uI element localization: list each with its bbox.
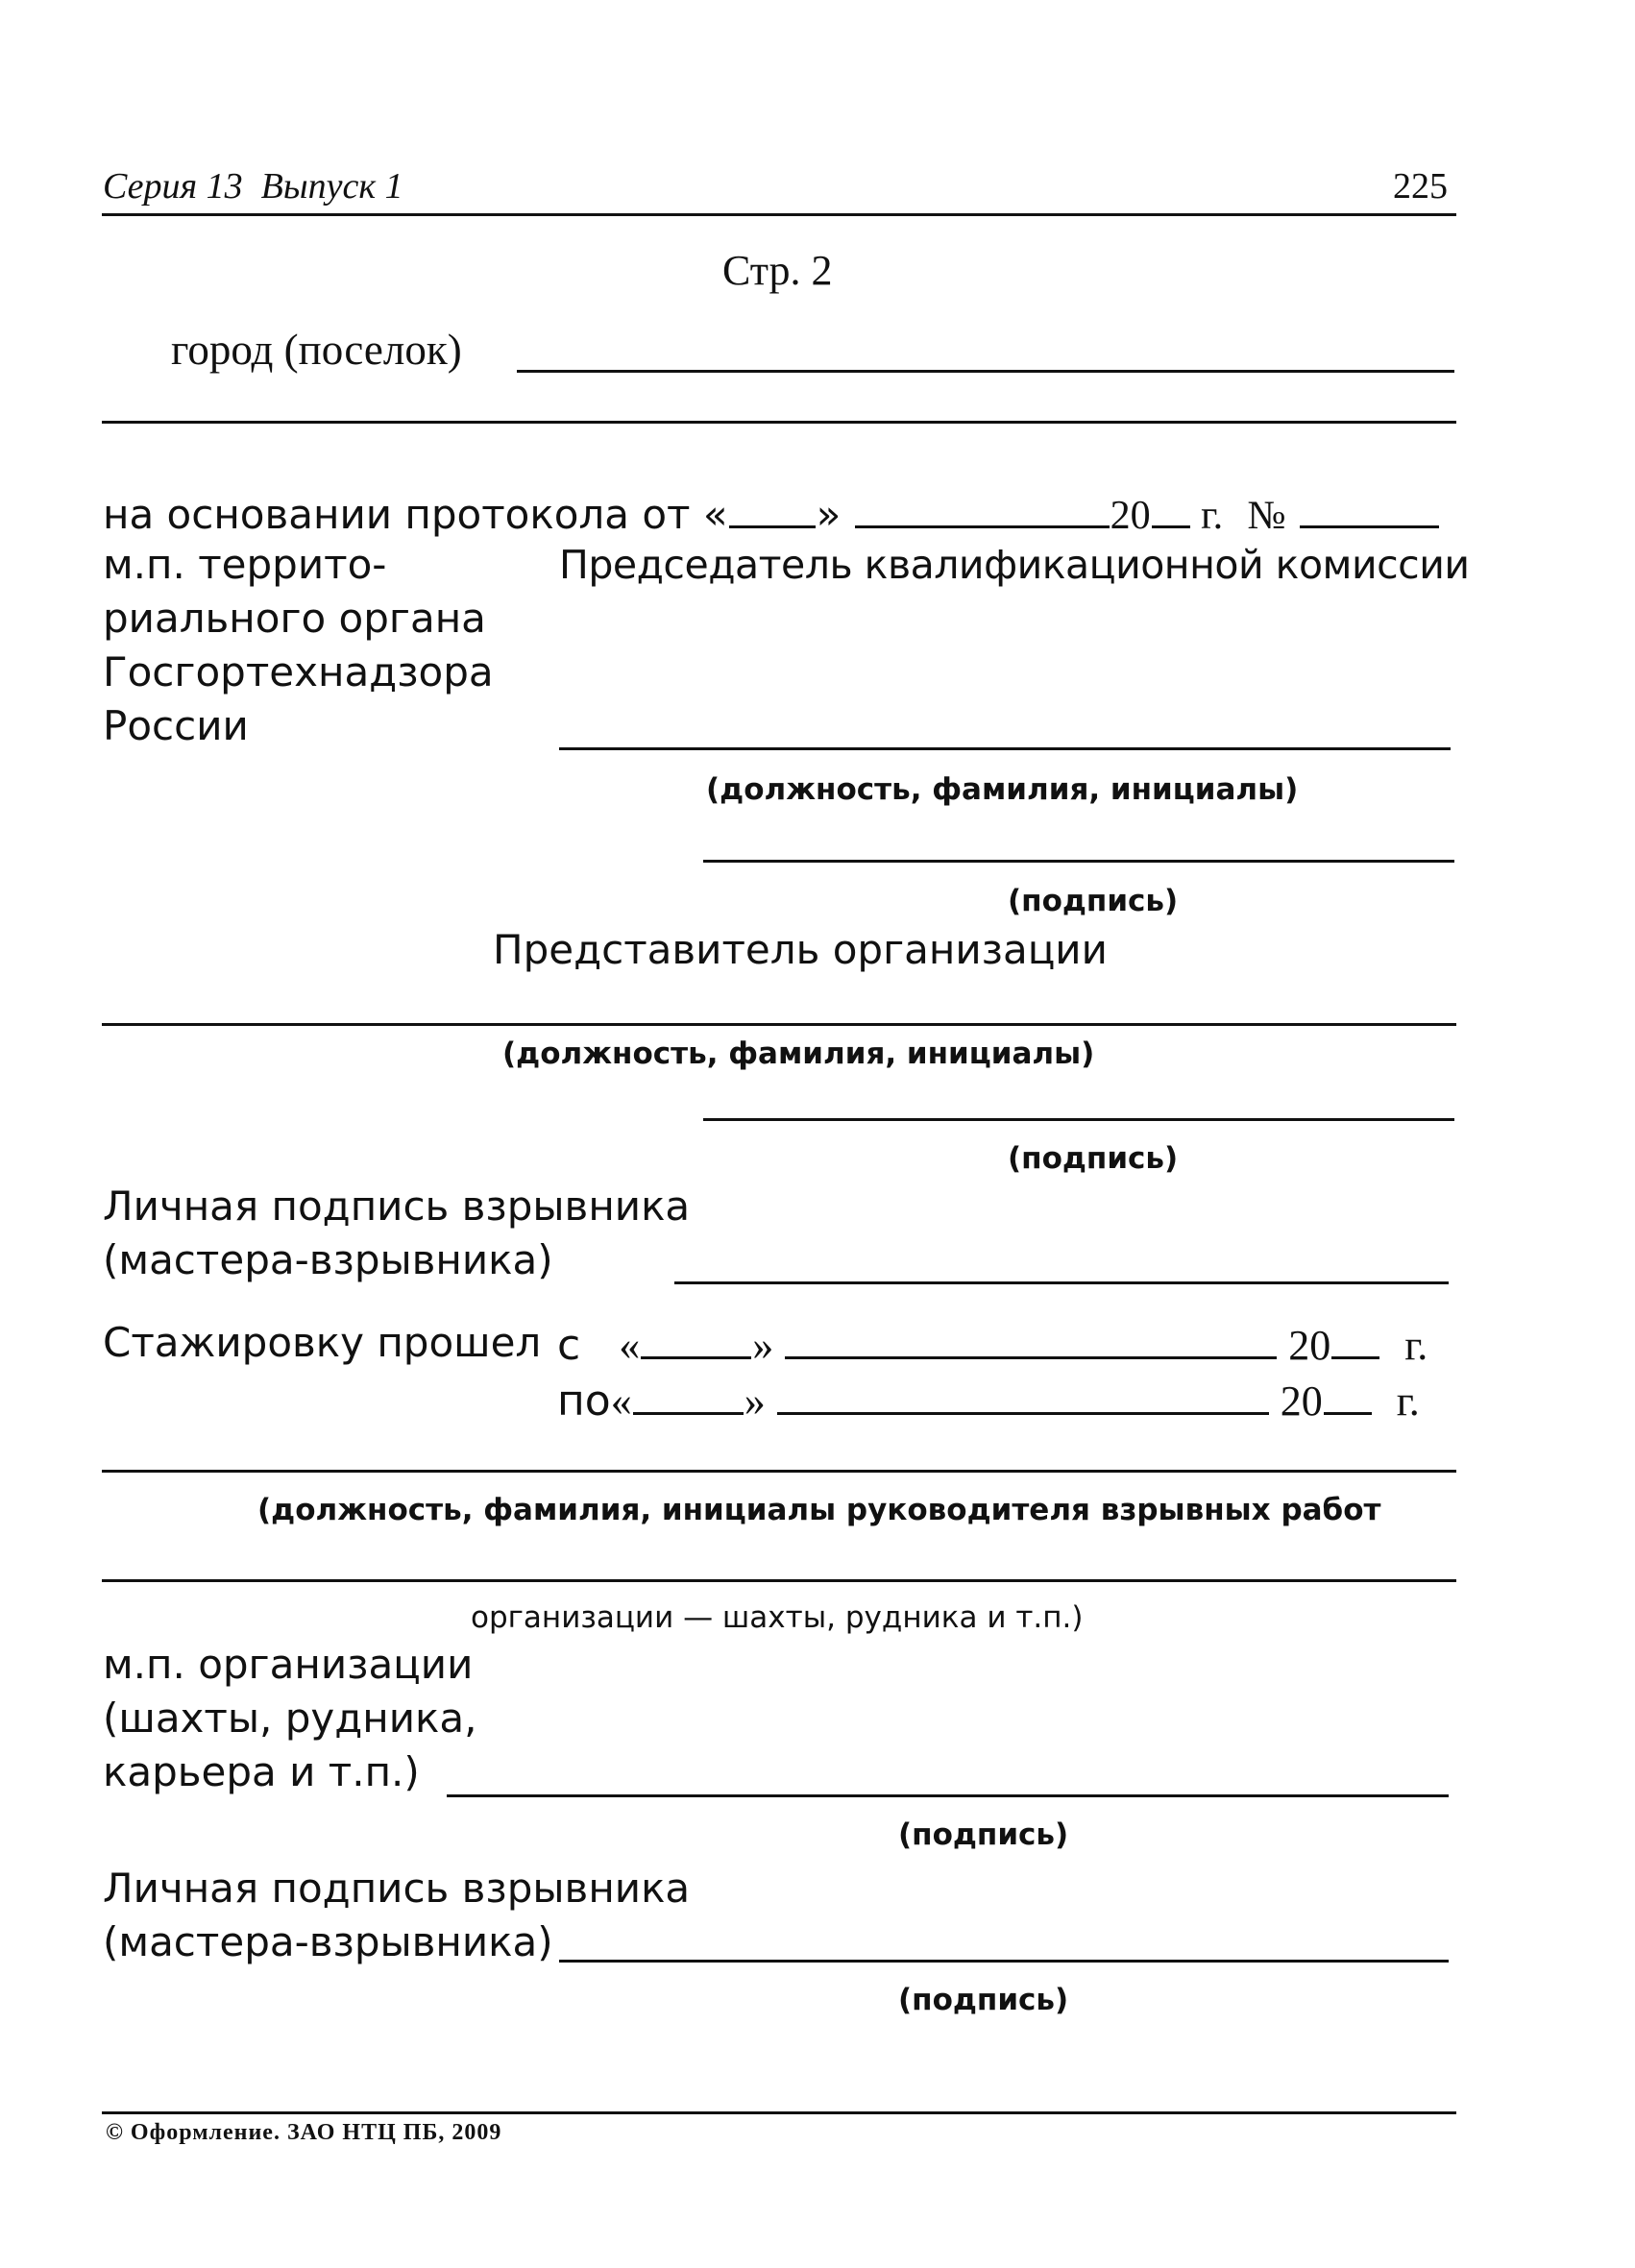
seal-territorial-line: м.п. террито- [103, 541, 387, 588]
org-representative-title: Представитель организации [493, 926, 1108, 973]
chairman-title: Председатель квалификационной комиссии [559, 542, 1470, 588]
internship-to-year-blank[interactable] [1324, 1372, 1372, 1415]
internship-quote-close: » [752, 1322, 774, 1369]
protocol-number-sign: № [1247, 494, 1286, 538]
protocol-quote-close: » [816, 491, 842, 538]
blaster-signature-blank-1[interactable] [674, 1281, 1449, 1284]
internship-from-year-blank[interactable] [1331, 1316, 1379, 1359]
city-blank[interactable] [517, 370, 1454, 373]
caption-supervisor-1: (должность, фамилия, инициалы руководителя взрывных работ [257, 1493, 1381, 1527]
internship-quote-open: « [610, 1378, 632, 1425]
protocol-year-prefix: 20 [1110, 494, 1151, 538]
internship-label: Стажировку прошел [103, 1319, 542, 1366]
city-blank-continuation[interactable] [102, 421, 1456, 424]
chairman-position-blank[interactable] [559, 747, 1451, 750]
city-label: город (поселок) [171, 326, 462, 374]
page-number: 225 [1393, 166, 1448, 207]
blaster-signature-line: (мастера-взрывника) [103, 1918, 553, 1965]
org-signature-blank[interactable] [447, 1794, 1449, 1797]
seal-territorial-line: Госгортехнадзора [103, 648, 494, 695]
footer-rule [102, 2111, 1456, 2114]
internship-from-row [557, 1316, 1428, 1373]
blaster-signature-label-1 [103, 1180, 690, 1287]
protocol-prefix: на основании протокола от « [103, 491, 728, 538]
seal-org-line: м.п. организации [103, 1641, 474, 1688]
internship-from-year-prefix: 20 [1288, 1322, 1331, 1369]
internship-to-month-blank[interactable] [777, 1372, 1269, 1415]
internship-from-year-suffix: г. [1404, 1322, 1428, 1369]
running-header-series: Серия 13 Выпуск 1 [103, 166, 403, 207]
blaster-signature-line: (мастера-взрывника) [103, 1236, 553, 1283]
internship-to-label: по [557, 1377, 611, 1426]
representative-position-blank[interactable] [102, 1023, 1456, 1026]
seal-org-line: карьера и т.п.) [103, 1748, 420, 1795]
caption-signature-3: (подпись) [898, 1817, 1069, 1852]
internship-to-year-prefix: 20 [1280, 1378, 1323, 1425]
internship-from-label: с [557, 1321, 581, 1370]
protocol-year-suffix: г. [1190, 494, 1224, 538]
protocol-month-blank[interactable] [855, 485, 1110, 528]
protocol-year-blank[interactable] [1152, 485, 1190, 528]
internship-to-row [557, 1372, 1420, 1428]
blaster-signature-line: Личная подпись взрывника [103, 1865, 691, 1912]
caption-signature-2: (подпись) [1008, 1141, 1179, 1176]
footer-copyright: © Оформление. ЗАО НТЦ ПБ, 2009 [106, 2120, 502, 2145]
internship-to-day-blank[interactable] [633, 1372, 744, 1415]
supervisor-blank-2[interactable] [102, 1579, 1456, 1582]
caption-position-1: (должность, фамилия, инициалы) [706, 772, 1299, 807]
page-label: Стр. 2 [722, 247, 833, 294]
representative-signature-blank[interactable] [703, 1118, 1454, 1121]
internship-to-year-suffix: г. [1396, 1378, 1420, 1425]
seal-territorial-line: риального органа [103, 595, 486, 642]
caption-position-2: (должность, фамилия, инициалы) [502, 1036, 1095, 1071]
internship-quote-open: « [619, 1322, 641, 1369]
seal-territorial-line: России [103, 702, 249, 749]
internship-quote-close: » [744, 1378, 766, 1425]
seal-org [103, 1638, 477, 1799]
supervisor-blank-1[interactable] [102, 1470, 1456, 1473]
internship-from-month-blank[interactable] [785, 1316, 1277, 1359]
internship-from-day-blank[interactable] [641, 1316, 751, 1359]
caption-signature-4: (подпись) [898, 1983, 1069, 2017]
header-rule [102, 213, 1456, 216]
seal-org-line: (шахты, рудника, [103, 1695, 477, 1742]
blaster-signature-blank-2[interactable] [559, 1960, 1449, 1963]
caption-supervisor-2: организации — шахты, рудника и т.п.) [471, 1600, 1084, 1635]
caption-signature-1: (подпись) [1008, 884, 1179, 918]
protocol-line [103, 485, 1440, 543]
seal-territorial [103, 538, 494, 753]
blaster-signature-line: Личная подпись взрывника [103, 1183, 691, 1230]
blaster-signature-label-2 [103, 1862, 690, 1969]
protocol-day-blank[interactable] [729, 485, 816, 528]
chairman-signature-blank[interactable] [703, 860, 1454, 863]
protocol-number-blank[interactable] [1300, 485, 1439, 528]
